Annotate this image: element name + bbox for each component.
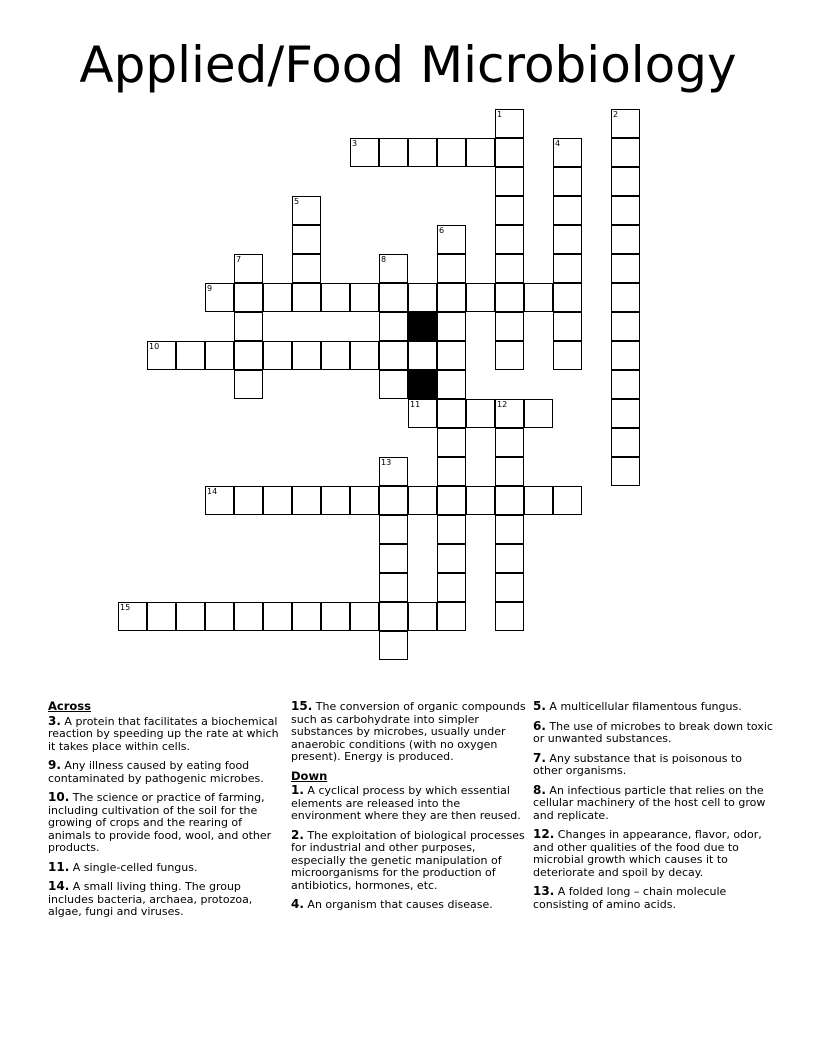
grid-cell[interactable]	[205, 602, 234, 631]
clue-across-15	[291, 700, 527, 764]
cell-number: 14	[207, 487, 218, 496]
grid-cell[interactable]	[437, 515, 466, 544]
grid-cell[interactable]	[379, 573, 408, 602]
grid-cell[interactable]	[379, 283, 408, 312]
grid-cell[interactable]	[611, 225, 640, 254]
grid-cell[interactable]	[495, 225, 524, 254]
grid-cell[interactable]	[611, 138, 640, 167]
grid-cell[interactable]	[234, 370, 263, 399]
grid-cell[interactable]	[524, 283, 553, 312]
clue-number: 7.	[533, 750, 546, 765]
grid-cell[interactable]	[437, 399, 466, 428]
grid-cell[interactable]	[408, 602, 437, 631]
grid-cell[interactable]	[292, 602, 321, 631]
grid-cell[interactable]	[466, 138, 495, 167]
grid-cell[interactable]	[495, 138, 524, 167]
grid-cell[interactable]	[495, 515, 524, 544]
grid-cell[interactable]	[379, 341, 408, 370]
grid-cell[interactable]	[408, 138, 437, 167]
grid-cell[interactable]	[495, 283, 524, 312]
clue-text: The use of microbes to break down toxic or unwanted substances.	[533, 719, 773, 745]
grid-cell[interactable]	[379, 544, 408, 573]
clue-down-7	[533, 752, 773, 778]
across-heading: Across	[48, 699, 91, 713]
grid-cell[interactable]	[437, 573, 466, 602]
cell-number: 6	[439, 226, 445, 235]
grid-cell[interactable]	[234, 486, 263, 515]
clue-number: 10.	[48, 790, 70, 804]
grid-cell[interactable]	[321, 341, 350, 370]
clue-text: A small living thing. The group includes bacteria, archaea, protozoa, algae, fungi and viruses.	[48, 880, 253, 918]
cell-number: 10	[149, 342, 160, 351]
grid-cell[interactable]	[321, 486, 350, 515]
grid-cell[interactable]	[495, 457, 524, 486]
clue-number: 8.	[533, 782, 546, 797]
cell-number: 9	[207, 284, 213, 293]
grid-cell[interactable]	[321, 602, 350, 631]
cell-number: 1	[497, 110, 503, 119]
grid-cell[interactable]	[292, 225, 321, 254]
grid-cell[interactable]	[553, 486, 582, 515]
grid-cell[interactable]	[379, 486, 408, 515]
grid-cell[interactable]	[495, 312, 524, 341]
page-title: Applied/Food Microbiology	[79, 36, 737, 94]
clue-text: An organism that causes disease.	[307, 898, 493, 911]
clue-number: 3.	[48, 713, 61, 728]
clues-column-1	[48, 700, 284, 925]
grid-cell[interactable]	[495, 573, 524, 602]
grid-cell[interactable]	[611, 428, 640, 457]
grid-cell[interactable]	[437, 457, 466, 486]
clue-number: 14.	[48, 879, 70, 893]
grid-cell[interactable]	[234, 312, 263, 341]
grid-cell[interactable]	[234, 283, 263, 312]
grid-cell[interactable]	[437, 254, 466, 283]
clue-number: 1.	[291, 783, 304, 797]
grid-cell[interactable]	[553, 254, 582, 283]
grid-cell[interactable]	[205, 341, 234, 370]
grid-cell[interactable]	[176, 602, 205, 631]
cell-number: 2	[613, 110, 619, 119]
clue-number: 6.	[533, 718, 546, 733]
grid-cell[interactable]	[437, 428, 466, 457]
grid-cell[interactable]	[292, 341, 321, 370]
cell-number: 12	[497, 400, 508, 409]
clue-text: Any substance that is poisonous to other organisms.	[533, 751, 742, 777]
grid-cell[interactable]	[437, 283, 466, 312]
clue-text: A folded long – chain molecule consisting of amino acids.	[533, 885, 727, 911]
grid-cell[interactable]	[524, 399, 553, 428]
grid-cell[interactable]	[350, 602, 379, 631]
cell-number: 7	[236, 255, 242, 264]
grid-cell[interactable]	[611, 312, 640, 341]
grid-cell[interactable]	[263, 486, 292, 515]
cell-number: 5	[294, 197, 300, 206]
clue-text: The exploitation of biological processes for industrial and other purposes, especially the genetic manipulation of microorganisms for the production of antibiotics, hormones, etc.	[291, 828, 525, 892]
clue-text: The science or practice of farming, including cultivation of the soil for the growing of crops and the rearing of animals to provide food, wool, and other products.	[48, 791, 272, 854]
grid-cell[interactable]	[379, 312, 408, 341]
clue-down-5	[533, 700, 773, 714]
grid-cell[interactable]	[553, 312, 582, 341]
grid-cell[interactable]	[495, 544, 524, 573]
cell-number: 11	[410, 400, 421, 409]
clue-number: 11.	[48, 859, 70, 874]
grid-cell[interactable]	[553, 167, 582, 196]
clue-down-6	[533, 720, 773, 746]
grid-cell[interactable]	[553, 283, 582, 312]
grid-cell[interactable]	[263, 602, 292, 631]
grid-cell[interactable]	[408, 283, 437, 312]
grid-cell[interactable]	[495, 486, 524, 515]
grid-cell[interactable]	[234, 602, 263, 631]
grid-cell[interactable]	[321, 283, 350, 312]
grid-cell[interactable]	[379, 370, 408, 399]
grid-cell[interactable]	[292, 254, 321, 283]
grid-cell[interactable]	[292, 486, 321, 515]
clue-text: An infectious particle that relies on the cellular machinery of the host cell to grow and replicate.	[533, 783, 766, 822]
grid-cell[interactable]	[611, 399, 640, 428]
cell-number: 15	[120, 603, 131, 612]
grid-cell[interactable]	[379, 602, 408, 631]
grid-cell[interactable]	[611, 457, 640, 486]
grid-cell[interactable]	[437, 602, 466, 631]
grid-cell[interactable]	[611, 283, 640, 312]
grid-cell[interactable]	[379, 515, 408, 544]
grid-cell[interactable]	[234, 341, 263, 370]
grid-cell[interactable]	[437, 312, 466, 341]
grid-cell[interactable]	[350, 341, 379, 370]
grid-cell[interactable]	[495, 341, 524, 370]
grid-cell[interactable]	[176, 341, 205, 370]
grid-cell[interactable]	[495, 167, 524, 196]
clue-number: 4.	[291, 897, 304, 911]
grid-cell[interactable]	[611, 370, 640, 399]
clue-text: A single-celled fungus.	[72, 860, 198, 874]
grid-cell[interactable]	[611, 254, 640, 283]
grid-cell[interactable]	[408, 486, 437, 515]
grid-cell[interactable]	[611, 167, 640, 196]
cell-number: 3	[352, 139, 358, 148]
grid-cell[interactable]	[437, 138, 466, 167]
clue-number: 15.	[291, 699, 313, 713]
clue-text: The conversion of organic compounds such as carbohydrate into simpler substances by microbes, usually under anaerobic conditions (with no oxygen present). Energy is produced.	[291, 700, 526, 763]
grid-cell[interactable]	[292, 283, 321, 312]
blocked-cell	[408, 312, 437, 341]
grid-cell[interactable]	[553, 196, 582, 225]
grid-cell[interactable]	[437, 341, 466, 370]
clue-text: Changes in appearance, flavor, odor, and other qualities of the food due to microbial growth which causes it to deteriorate and spoil by decay.	[533, 828, 762, 879]
clue-across-14	[48, 880, 284, 919]
grid-cell[interactable]	[466, 399, 495, 428]
grid-cell[interactable]	[466, 486, 495, 515]
grid-cell[interactable]	[437, 370, 466, 399]
clue-number: 13.	[533, 884, 555, 898]
cell-number: 8	[381, 255, 387, 264]
clue-down-8	[533, 784, 773, 823]
grid-cell[interactable]	[437, 486, 466, 515]
grid-cell[interactable]	[350, 283, 379, 312]
clue-text: A cyclical process by which essential elements are released into the environment where they are then reused.	[291, 784, 521, 822]
grid-cell[interactable]	[524, 486, 553, 515]
grid-cell[interactable]	[408, 341, 437, 370]
cell-number: 4	[555, 139, 561, 148]
grid-cell[interactable]	[495, 196, 524, 225]
clue-number: 2.	[291, 827, 304, 842]
grid-cell[interactable]	[263, 283, 292, 312]
clue-text: A protein that facilitates a biochemical reaction by speeding up the rate at which it takes place within cells.	[48, 714, 279, 753]
clue-across-10	[48, 791, 284, 855]
clues-column-2	[291, 700, 527, 918]
blocked-cell	[408, 370, 437, 399]
clue-down-13	[533, 885, 773, 911]
clue-down-1	[291, 784, 527, 823]
clue-text: A multicellular filamentous fungus.	[549, 700, 742, 713]
clue-text: Any illness caused by eating food contaminated by pathogenic microbes.	[48, 759, 264, 785]
clue-across-11	[48, 861, 284, 875]
grid-cell[interactable]	[495, 602, 524, 631]
grid-cell[interactable]	[263, 341, 292, 370]
clue-across-3	[48, 715, 284, 754]
clue-number: 5.	[533, 699, 546, 713]
grid-cell[interactable]	[147, 602, 176, 631]
grid-cell[interactable]	[379, 138, 408, 167]
clue-down-4	[291, 898, 527, 912]
grid-cell[interactable]	[611, 341, 640, 370]
clue-across-9	[48, 759, 284, 785]
grid-cell[interactable]	[495, 428, 524, 457]
down-heading: Down	[291, 768, 328, 783]
grid-cell[interactable]	[553, 225, 582, 254]
grid-cell[interactable]	[495, 254, 524, 283]
grid-cell[interactable]	[553, 341, 582, 370]
cell-number: 13	[381, 458, 392, 467]
grid-cell[interactable]	[466, 283, 495, 312]
clue-down-2	[291, 829, 527, 893]
grid-cell[interactable]	[437, 544, 466, 573]
clues-column-3	[533, 700, 773, 917]
clue-down-12	[533, 828, 773, 879]
grid-cell[interactable]	[379, 631, 408, 660]
grid-cell[interactable]	[350, 486, 379, 515]
clue-number: 12.	[533, 827, 555, 841]
clue-number: 9.	[48, 758, 61, 772]
grid-cell[interactable]	[611, 196, 640, 225]
